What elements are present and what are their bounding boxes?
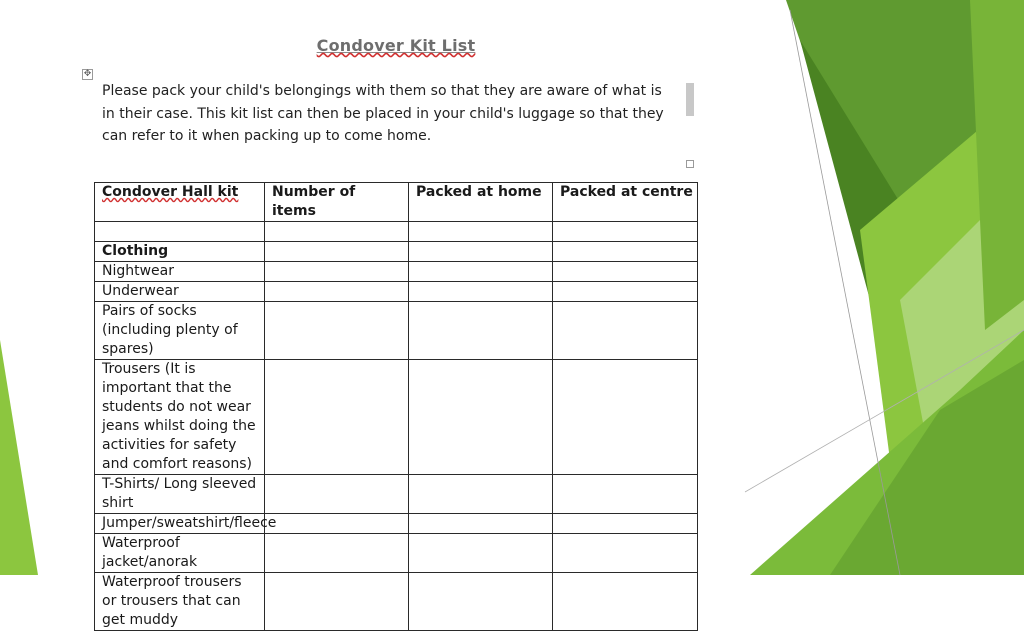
table-cell[interactable] (553, 282, 698, 302)
table-row (95, 302, 698, 360)
document-title (0, 36, 792, 55)
section-label: Clothing (95, 242, 265, 262)
table-row (95, 514, 698, 534)
table-cell[interactable] (265, 302, 409, 360)
table-cell[interactable] (553, 360, 698, 475)
table-cell[interactable] (409, 534, 553, 573)
table-cell[interactable] (409, 282, 553, 302)
table-cell[interactable] (409, 262, 553, 282)
table-cell[interactable] (409, 222, 553, 242)
table-cell[interactable] (409, 242, 553, 262)
table-row (95, 262, 698, 282)
table-cell[interactable] (265, 514, 409, 534)
table-cell[interactable] (265, 242, 409, 262)
table-cell[interactable] (265, 282, 409, 302)
table-resize-handle[interactable] (686, 160, 694, 168)
table-cell[interactable] (265, 360, 409, 475)
item-label: T-Shirts/ Long sleeved shirt (95, 475, 265, 514)
item-label: Jumper/sweatshirt/fleece (95, 514, 265, 534)
table-cell[interactable] (265, 222, 409, 242)
table-cell[interactable] (553, 573, 698, 631)
item-label: Waterproof jacket/anorak (95, 534, 265, 573)
table-cell[interactable] (265, 262, 409, 282)
kit-table (94, 182, 698, 631)
table-cell[interactable] (553, 514, 698, 534)
table-cell[interactable] (409, 514, 553, 534)
header-kit: Condover Hall kit (95, 183, 265, 222)
table-header-row (95, 183, 698, 222)
table-cell[interactable] (95, 222, 265, 242)
item-label: Nightwear (95, 262, 265, 282)
table-row (95, 475, 698, 514)
header-number: Number of items (265, 183, 409, 222)
scrollbar-thumb[interactable] (686, 83, 694, 116)
table-row (95, 360, 698, 475)
table-cell[interactable] (409, 573, 553, 631)
item-label: Pairs of socks (including plenty of spares) (95, 302, 265, 360)
table-cell[interactable] (265, 475, 409, 514)
table-cell[interactable] (409, 475, 553, 514)
table-cell[interactable] (409, 360, 553, 475)
green-shape-left (0, 340, 38, 575)
table-cell[interactable] (553, 302, 698, 360)
item-label: Underwear (95, 282, 265, 302)
table-row (95, 573, 698, 631)
header-centre: Packed at centre (553, 183, 698, 222)
table-row-empty (95, 222, 698, 242)
intro-paragraph: Please pack your child's belongings with them so that they are aware of what is in their case. This kit list can then be placed in your child's luggage so that they can refer to it when packing up to come home. (102, 83, 664, 144)
header-home: Packed at home (409, 183, 553, 222)
title-text: Condover Kit List (316, 36, 476, 55)
table-cell[interactable] (553, 262, 698, 282)
table-cell[interactable] (265, 534, 409, 573)
table-cell[interactable] (409, 302, 553, 360)
table-row (95, 534, 698, 573)
table-row (95, 282, 698, 302)
table-move-handle-icon[interactable]: ✥ (83, 69, 92, 79)
table-cell[interactable] (265, 573, 409, 631)
item-label: Waterproof trousers or trousers that can get muddy (95, 573, 265, 631)
table-cell[interactable] (553, 534, 698, 573)
table-cell[interactable] (553, 222, 698, 242)
item-label: Trousers (It is important that the students do not wear jeans whilst doing the activities for safety and comfort reasons) (95, 360, 265, 475)
table-row-section (95, 242, 698, 262)
table-cell[interactable] (553, 242, 698, 262)
table-cell[interactable] (553, 475, 698, 514)
